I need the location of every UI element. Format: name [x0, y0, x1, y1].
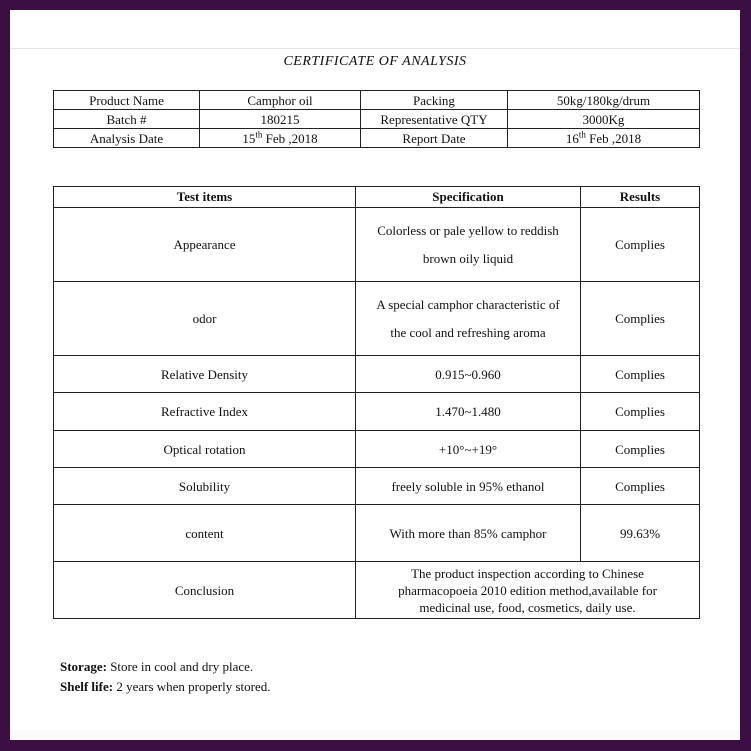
shelf-life-label: Shelf life:: [60, 679, 114, 694]
table-row: [54, 431, 700, 468]
result-cell: Complies: [581, 393, 700, 431]
table-row: [54, 468, 700, 505]
table-row: [54, 208, 700, 282]
test-results-table: [53, 186, 700, 619]
storage-line: [60, 659, 253, 675]
shelf-life-line: [60, 679, 270, 695]
product-name-label: Product Name: [54, 91, 200, 110]
specification-header: Specification: [356, 187, 581, 208]
table-row: [54, 393, 700, 431]
result-cell: Complies: [581, 282, 700, 356]
table-row: [54, 110, 700, 129]
document-sheet: [10, 10, 740, 740]
test-item: content: [54, 505, 356, 562]
specification-cell: A special camphor characteristic of the cool and refreshing aroma: [356, 282, 581, 356]
table-row: [54, 282, 700, 356]
result-cell: Complies: [581, 356, 700, 393]
analysis-date-value: 15th Feb ,2018: [200, 129, 361, 148]
representative-qty-label: Representative QTY: [361, 110, 508, 129]
specification-cell: 0.915~0.960: [356, 356, 581, 393]
specification-cell: Colorless or pale yellow to reddish brown oily liquid: [356, 208, 581, 282]
table-row: [54, 505, 700, 562]
report-date-label: Report Date: [361, 129, 508, 148]
test-items-header: Test items: [54, 187, 356, 208]
conclusion-label: Conclusion: [54, 562, 356, 619]
packing-label: Packing: [361, 91, 508, 110]
conclusion-text: The product inspection according to Chinese pharmacopoeia 2010 edition method,available for medicinal use, food, cosmetics, daily use.: [356, 562, 700, 619]
bottom-band: [10, 730, 740, 740]
document-title: CERTIFICATE OF ANALYSIS: [283, 54, 467, 69]
storage-label: Storage:: [60, 659, 107, 674]
storage-text: Store in cool and dry place.: [110, 659, 254, 674]
representative-qty-value: 3000Kg: [508, 110, 700, 129]
result-cell: Complies: [581, 468, 700, 505]
result-cell: 99.63%: [581, 505, 700, 562]
result-cell: Complies: [581, 431, 700, 468]
test-item: Refractive Index: [54, 393, 356, 431]
specification-cell: With more than 85% camphor: [356, 505, 581, 562]
batch-value: 180215: [200, 110, 361, 129]
specification-cell: 1.470~1.480: [356, 393, 581, 431]
table-row: [54, 356, 700, 393]
table-row: [54, 129, 700, 148]
test-item: Appearance: [54, 208, 356, 282]
table-row: [54, 91, 700, 110]
shelf-life-text: 2 years when properly stored.: [116, 679, 271, 694]
test-item: odor: [54, 282, 356, 356]
report-date-value: 16th Feb ,2018: [508, 129, 700, 148]
specification-cell: +10°~+19°: [356, 431, 581, 468]
test-item: Relative Density: [54, 356, 356, 393]
product-name-value: Camphor oil: [200, 91, 361, 110]
specification-cell: freely soluble in 95% ethanol: [356, 468, 581, 505]
test-item: Optical rotation: [54, 431, 356, 468]
results-header: Results: [581, 187, 700, 208]
conclusion-row: [54, 562, 700, 619]
analysis-date-label: Analysis Date: [54, 129, 200, 148]
test-item: Solubility: [54, 468, 356, 505]
table-header-row: [54, 187, 700, 208]
result-cell: Complies: [581, 208, 700, 282]
batch-label: Batch #: [54, 110, 200, 129]
product-info-table: [53, 90, 700, 148]
header-band: [10, 10, 740, 49]
packing-value: 50kg/180kg/drum: [508, 91, 700, 110]
